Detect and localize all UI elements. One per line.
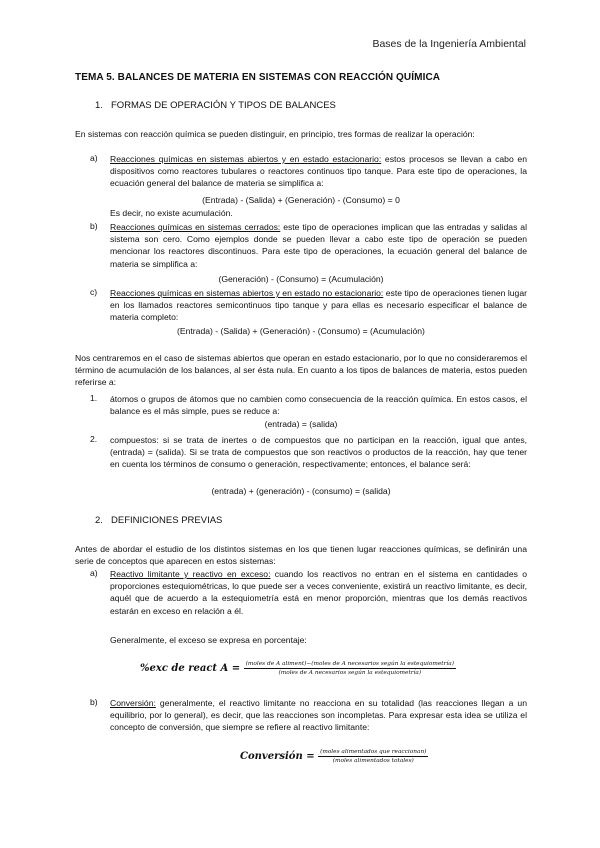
item-a-label: a) — [90, 153, 98, 163]
conversion-formula-denominator: (moles alimentados totales) — [332, 758, 414, 764]
item-a-title: Reacciones químicas en sistemas abiertos y en estado estacionario: — [110, 154, 382, 164]
def-a-title: Reactivo limitante y reactivo en exceso: — [110, 569, 271, 579]
item-b-text: este tipo de operaciones implican que las entradas y salidas al sistema son cero. Como ejemplos donde se pueden llevar a cabo este tipo de operación se pueden mencionar los reactores discontinuos. Para este tipo de operaciones, la ecuación general del balance de materia se simplifica a: — [110, 222, 527, 269]
item-c-title: Reacciones químicas en sistemas abiertos y en estado no estacionario: — [110, 288, 384, 298]
list-item-1-label: 1. — [90, 393, 98, 403]
def-a-paragraph — [110, 568, 527, 617]
def-b-title: Conversión: — [110, 698, 156, 708]
def-a-percent-note: Generalmente, el exceso se expresa en porcentaje: — [110, 635, 307, 645]
excess-formula — [140, 660, 456, 677]
def-a-label: a) — [90, 568, 98, 578]
item-c-label: c) — [90, 287, 98, 297]
def-a-text: cuando los reactivos no entran en el sistema en cantidades o proporciones estequiométricas, lo que puede ser a veces conveniente, existirá un reactivo limitante, es decir, aquél que de acuerdo a la estequiometría está en menor proporción, mientras que los demás reactivos estarán en exceso en relación a él. — [110, 569, 527, 616]
excess-formula-fraction — [244, 660, 456, 677]
excess-formula-denominator: (moles de A necesarios según la estequiometría) — [278, 670, 422, 676]
conversion-formula-numerator: (moles alimentados que reaccionan) — [320, 749, 427, 755]
item-b-equation: (Generación) - (Consumo) = (Acumulación) — [218, 274, 384, 284]
section-2-heading — [95, 515, 222, 526]
item-b-label: b) — [90, 221, 98, 231]
item-a-equation: (Entrada) - (Salida) + (Generación) - (Consumo) = 0 — [202, 195, 400, 205]
conversion-formula-lhs: Conversión = — [240, 751, 315, 762]
item-a-paragraph — [110, 153, 527, 190]
item-c-paragraph — [110, 287, 527, 324]
list-item-1-equation: (entrada) = (salida) — [264, 419, 338, 429]
item-c-text: este tipo de operaciones tienen lugar en los llamados reactores semicontinuos tipo tanque y para ellas es necesario especificar el balance de materia completo: — [110, 288, 527, 323]
section-2-intro: Antes de abordar el estudio de los distintos sistemas en los que tienen lugar reacciones químicas, se definirán una serie de conceptos que aparecen en estos sistemas: — [75, 544, 527, 567]
conversion-formula — [240, 748, 428, 765]
chapter-title: TEMA 5. BALANCES DE MATERIA EN SISTEMAS CON REACCIÓN QUÍMICA — [75, 72, 441, 83]
def-b-text: generalmente, el reactivo limitante no reacciona en su totalidad (las reacciones llegan a un equilibrio, por lo general), es decir, que las reacciones son incompletas. Para expresar esta idea se utiliza el concepto de conversión, que siempre se refiere al reactivo limitante: — [110, 698, 527, 733]
section-1-title: FORMAS DE OPERACIÓN Y TIPOS DE BALANCES — [111, 100, 336, 111]
list-item-2-label: 2. — [90, 434, 98, 444]
section-1-intro: En sistemas con reacción química se pueden distinguir, en principio, tres formas de realizar la operación: — [75, 129, 475, 139]
item-c-equation: (Entrada) - (Salida) + (Generación) - (Consumo) = (Acumulación) — [177, 326, 425, 336]
running-header: Bases de la Ingeniería Ambiental — [372, 38, 526, 50]
list-item-2-equation: (entrada) + (generación) - (consumo) = (salida) — [211, 486, 391, 496]
item-b-title: Reacciones químicas en sistemas cerrados: — [110, 222, 281, 232]
item-b-paragraph — [110, 221, 527, 270]
section-1-paragraph-2: Nos centraremos en el caso de sistemas abiertos que operan en estado estacionario, por lo que no consideraremos el término de acumulación de los balances, al ser ésta nula. En cuanto a los tipos de balances de materia, estos pueden referirse a: — [75, 353, 527, 388]
section-2-number: 2. — [95, 515, 103, 526]
item-a-after: Es decir, no existe acumulación. — [110, 208, 233, 218]
excess-formula-numerator: (moles de A aliment)−(moles de A necesarios según la estequiometría) — [245, 661, 454, 667]
conversion-formula-fraction — [318, 748, 428, 765]
list-item-2-text: compuestos: si se trata de inertes o de compuestos que no participan en la reacción, igual que antes, (entrada) = (salida). Si se trata de compuestos que son reactivos o productos de la reacción, hay que tener en cuenta los términos de consumo o generación, respectivamente; entonces, el balance será: — [110, 435, 527, 470]
item-a-text: estos procesos se llevan a cabo en dispositivos como reactores tubulares o reactores continuos tipo tanque. Para este tipo de operaciones, la ecuación general del balance de materia se simplifica a: — [110, 154, 527, 189]
section-1-number: 1. — [95, 100, 103, 111]
list-item-1-text: átomos o grupos de átomos que no cambien como consecuencia de la reacción química. En estos casos, el balance es el más simple, pues se reduce a: — [110, 394, 527, 417]
def-b-label: b) — [90, 697, 98, 707]
section-2-title: DEFINICIONES PREVIAS — [111, 515, 223, 526]
section-1-heading — [95, 100, 336, 111]
excess-formula-lhs: %exc de react A = — [140, 663, 241, 674]
def-b-paragraph — [110, 697, 527, 734]
